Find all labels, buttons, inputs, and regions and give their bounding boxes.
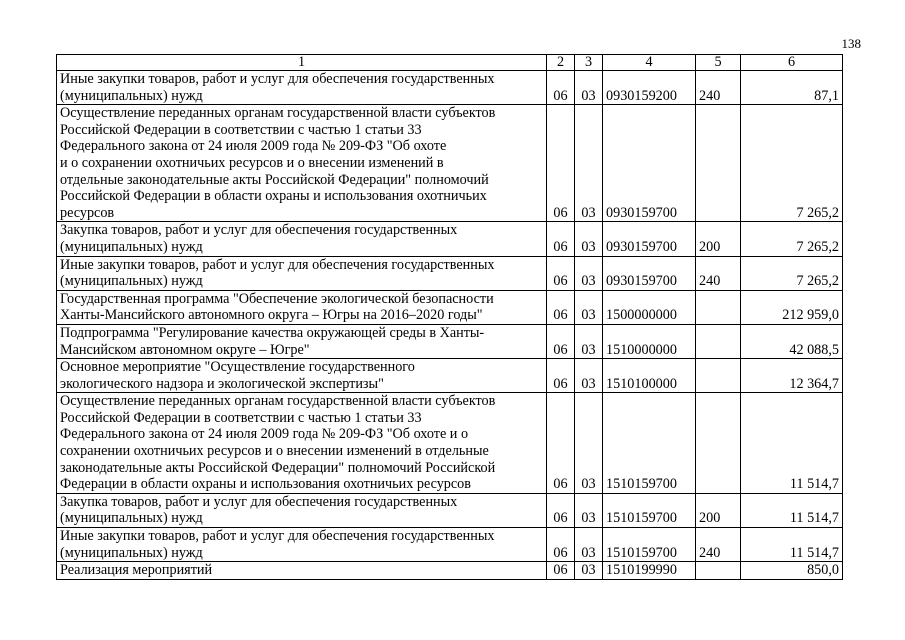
description-line: Реализация мероприятий bbox=[60, 562, 213, 579]
target-article-code: 1510159700 bbox=[603, 393, 696, 494]
section-code: 06 bbox=[547, 393, 575, 494]
amount-value: 7 265,2 bbox=[741, 222, 843, 256]
header-cell-4: 4 bbox=[603, 55, 696, 71]
description-line: отдельные законодательные акты Российской Федерации" полномочий bbox=[60, 171, 489, 188]
description-line: Осуществление переданных органам государственной власти субъектов bbox=[60, 105, 496, 122]
target-article-code: 1510100000 bbox=[603, 359, 696, 393]
amount-value: 11 514,7 bbox=[741, 493, 843, 527]
subsection-code: 03 bbox=[575, 493, 603, 527]
expense-type-code bbox=[696, 562, 741, 580]
header-cell-5: 5 bbox=[696, 55, 741, 71]
description-line: Закупка товаров, работ и услуг для обеспечения государственных bbox=[60, 222, 458, 239]
amount-value: 7 265,2 bbox=[741, 256, 843, 290]
expense-type-code: 240 bbox=[696, 256, 741, 290]
table-row bbox=[57, 71, 843, 105]
section-code: 06 bbox=[547, 493, 575, 527]
section-code: 06 bbox=[547, 562, 575, 580]
section-code: 06 bbox=[547, 256, 575, 290]
description-line: (муниципальных) нужд bbox=[60, 238, 203, 255]
description-line: Федерального закона от 24 июля 2009 года № 209-ФЗ "Об охоте и о bbox=[60, 426, 469, 443]
expense-type-code: 240 bbox=[696, 71, 741, 105]
description-line: Иные закупки товаров, работ и услуг для обеспечения государственных bbox=[60, 71, 495, 87]
section-code: 06 bbox=[547, 290, 575, 324]
expense-type-code: 200 bbox=[696, 493, 741, 527]
table-row bbox=[57, 562, 843, 580]
target-article-code: 0930159200 bbox=[603, 71, 696, 105]
header-cell-6: 6 bbox=[741, 55, 843, 71]
section-code: 06 bbox=[547, 324, 575, 358]
description-line: сохранении охотничьих ресурсов и о внесении изменений в отдельные bbox=[60, 443, 489, 460]
table-row bbox=[57, 105, 843, 222]
subsection-code: 03 bbox=[575, 324, 603, 358]
header-cell-1: 1 bbox=[57, 55, 547, 71]
description-line: Федерации в области охраны и использования охотничьих ресурсов bbox=[60, 476, 471, 493]
section-code: 06 bbox=[547, 222, 575, 256]
description-line: Федерального закона от 24 июля 2009 года № 209-ФЗ "Об охоте bbox=[60, 138, 447, 155]
description-line: Государственная программа "Обеспечение экологической безопасности bbox=[60, 290, 494, 307]
page-number: 138 bbox=[841, 36, 861, 51]
row-description bbox=[57, 493, 547, 527]
expense-type-code: 240 bbox=[696, 528, 741, 562]
row-description bbox=[57, 359, 547, 393]
description-line: (муниципальных) нужд bbox=[60, 544, 203, 561]
description-line: и о сохранении охотничьих ресурсов и о внесении изменений в bbox=[60, 154, 444, 171]
expense-type-code bbox=[696, 393, 741, 494]
amount-value: 11 514,7 bbox=[741, 393, 843, 494]
target-article-code: 1510159700 bbox=[603, 493, 696, 527]
description-line: Подпрограмма "Регулирование качества окружающей среды в Ханты- bbox=[60, 324, 485, 341]
expense-type-code bbox=[696, 105, 741, 222]
section-code: 06 bbox=[547, 528, 575, 562]
subsection-code: 03 bbox=[575, 562, 603, 580]
description-line: ресурсов bbox=[60, 204, 115, 221]
target-article-code: 0930159700 bbox=[603, 256, 696, 290]
row-description bbox=[57, 562, 547, 580]
target-article-code: 1500000000 bbox=[603, 290, 696, 324]
subsection-code: 03 bbox=[575, 393, 603, 494]
table-row bbox=[57, 324, 843, 358]
description-line: Иные закупки товаров, работ и услуг для обеспечения государственных bbox=[60, 256, 495, 273]
table-row bbox=[57, 359, 843, 393]
row-description bbox=[57, 290, 547, 324]
description-line: Основное мероприятие "Осуществление государственного bbox=[60, 359, 415, 376]
table-row bbox=[57, 493, 843, 527]
target-article-code: 0930159700 bbox=[603, 105, 696, 222]
subsection-code: 03 bbox=[575, 528, 603, 562]
description-line: Закупка товаров, работ и услуг для обеспечения государственных bbox=[60, 493, 458, 510]
row-description bbox=[57, 256, 547, 290]
description-line: Российской Федерации в области охраны и использования охотничьих bbox=[60, 188, 487, 205]
table-row bbox=[57, 290, 843, 324]
expense-type-code bbox=[696, 359, 741, 393]
target-article-code: 1510199990 bbox=[603, 562, 696, 580]
table-body bbox=[57, 55, 843, 580]
amount-value: 87,1 bbox=[741, 71, 843, 105]
section-code: 06 bbox=[547, 71, 575, 105]
row-description bbox=[57, 71, 547, 105]
subsection-code: 03 bbox=[575, 359, 603, 393]
subsection-code: 03 bbox=[575, 105, 603, 222]
target-article-code: 0930159700 bbox=[603, 222, 696, 256]
row-description bbox=[57, 222, 547, 256]
description-line: Осуществление переданных органам государственной власти субъектов bbox=[60, 393, 496, 410]
expense-type-code: 200 bbox=[696, 222, 741, 256]
description-line: (муниципальных) нужд bbox=[60, 87, 203, 104]
table-row bbox=[57, 222, 843, 256]
amount-value: 212 959,0 bbox=[741, 290, 843, 324]
subsection-code: 03 bbox=[575, 222, 603, 256]
description-line: законодательные акты Российской Федерации" полномочий Российской bbox=[60, 459, 496, 476]
table-row bbox=[57, 528, 843, 562]
amount-value: 12 364,7 bbox=[741, 359, 843, 393]
header-cell-2: 2 bbox=[547, 55, 575, 71]
row-description bbox=[57, 528, 547, 562]
row-description bbox=[57, 105, 547, 222]
table-row bbox=[57, 393, 843, 494]
description-line: Российской Федерации в соответствии с частью 1 статьи 33 bbox=[60, 409, 422, 426]
header-cell-3: 3 bbox=[575, 55, 603, 71]
description-line: Ханты-Мансийского автономного округа – Югры на 2016–2020 годы" bbox=[60, 307, 483, 324]
subsection-code: 03 bbox=[575, 256, 603, 290]
expense-type-code bbox=[696, 324, 741, 358]
amount-value: 42 088,5 bbox=[741, 324, 843, 358]
description-line: Российской Федерации в соответствии с частью 1 статьи 33 bbox=[60, 121, 422, 138]
description-line: Мансийском автономном округе – Югре" bbox=[60, 341, 310, 358]
description-line: Иные закупки товаров, работ и услуг для обеспечения государственных bbox=[60, 528, 495, 545]
amount-value: 850,0 bbox=[741, 562, 843, 580]
subsection-code: 03 bbox=[575, 71, 603, 105]
description-line: (муниципальных) нужд bbox=[60, 273, 203, 290]
subsection-code: 03 bbox=[575, 290, 603, 324]
expense-type-code bbox=[696, 290, 741, 324]
section-code: 06 bbox=[547, 359, 575, 393]
table-row bbox=[57, 256, 843, 290]
target-article-code: 1510000000 bbox=[603, 324, 696, 358]
budget-table bbox=[56, 54, 843, 580]
row-description bbox=[57, 324, 547, 358]
target-article-code: 1510159700 bbox=[603, 528, 696, 562]
header-row bbox=[57, 55, 843, 71]
description-line: (муниципальных) нужд bbox=[60, 510, 203, 527]
amount-value: 7 265,2 bbox=[741, 105, 843, 222]
section-code: 06 bbox=[547, 105, 575, 222]
description-line: экологического надзора и экологической экспертизы" bbox=[60, 375, 384, 392]
amount-value: 11 514,7 bbox=[741, 528, 843, 562]
row-description bbox=[57, 393, 547, 494]
